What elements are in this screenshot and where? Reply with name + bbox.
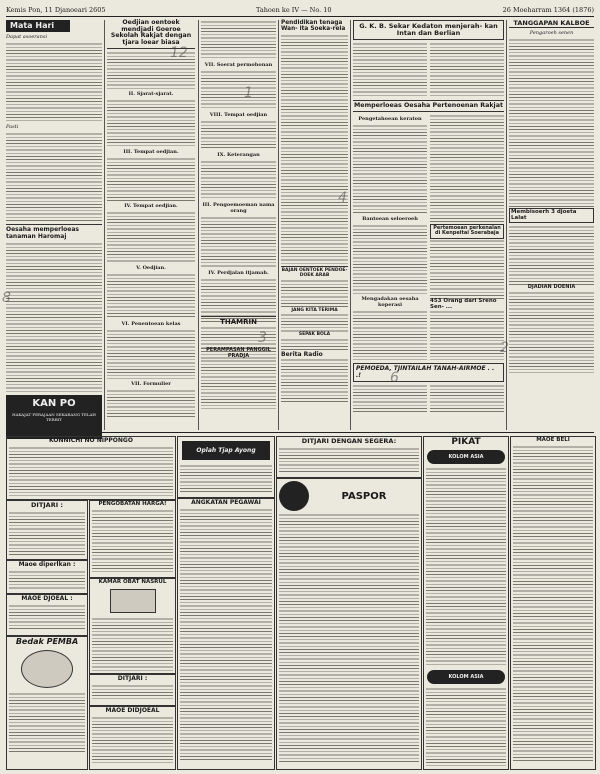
text-block: [201, 160, 276, 200]
text-block: [430, 384, 504, 412]
text-block: [180, 508, 272, 762]
text-block: [430, 42, 504, 98]
sub-heading: II. Sjarat-sjarat.: [128, 91, 174, 97]
text-block: [107, 273, 195, 319]
text-block: [6, 132, 102, 222]
article-title: TANGGAPAN KALBOE: [509, 20, 594, 28]
masthead-issue: Tahoen ke IV — No. 10: [256, 6, 332, 14]
box-heading: DJADIAN DOENIA: [527, 284, 576, 291]
text-block: [9, 570, 85, 590]
powder-tin-image: [21, 650, 73, 688]
handwritten-mark: 6: [390, 370, 399, 386]
maoe-djoeal-ad: [6, 594, 88, 636]
ad-title: ANGKATAN PEGAWAI: [191, 499, 261, 506]
text-block: [9, 446, 173, 496]
mata-hari-banner: Mata Hari: [6, 20, 70, 32]
ad-title: KONNICHI NO NIPPONGO: [49, 437, 133, 444]
masthead-date-left: Kemis Pon, 11 Djanoeari 2605: [6, 6, 106, 14]
column-rule: [278, 20, 279, 430]
handwritten-mark: 4: [338, 190, 347, 206]
kan-po-text: HAKAJAT PERAJAAN SEKARANG TELAH TERBIT: [12, 412, 96, 423]
sub-heading: IX. Keterangan: [217, 152, 260, 158]
paspor-ad: [276, 478, 422, 770]
text-block: [281, 313, 348, 333]
ad-title: MAOE BELI: [536, 437, 570, 443]
ad-title: DITJARI :: [117, 675, 148, 682]
text-block: [281, 34, 348, 264]
ditjari-2-ad: [89, 674, 176, 706]
sub-heading: IV. Perdjalan itjamah.: [208, 270, 269, 276]
text-block: [201, 120, 276, 150]
text-block: [281, 358, 348, 402]
column-5: [353, 20, 504, 412]
section-heading: Pasti: [6, 124, 19, 131]
thamrin-sub: PERAMPASAN PANGGIL PRADJA: [206, 347, 271, 359]
text-block: [353, 224, 427, 294]
text-block: [9, 604, 85, 630]
sub-heading: VII. Soerat permohonan: [204, 62, 273, 68]
handwritten-mark: 1: [244, 85, 253, 101]
sub-heading: Bantoean seloeroeh: [362, 216, 418, 223]
text-block: [92, 617, 173, 671]
text-block: [509, 225, 594, 285]
ditjari-segera-ad: [276, 436, 422, 478]
article-title-2: Memperloeas Oesaha Pertenoenan Rakjat: [353, 100, 504, 113]
note-heading: Membisoerh 3 djoeta Lalat: [509, 208, 594, 224]
small-heading: JANG KITA TERIMA: [291, 307, 338, 313]
kan-po-mark: KAN PO: [32, 397, 76, 409]
text-block: [509, 38, 594, 208]
sub-heading: III. Pengoemoeman nama orang: [202, 202, 275, 214]
section-rule: [6, 432, 594, 433]
kolom-asia-banner-2: KOLOM ASIA: [427, 670, 505, 684]
pengobatan-ad: [89, 500, 176, 578]
kamar-obat-ad: [89, 578, 176, 674]
sub-heading: Pengetahoean keraton: [358, 116, 422, 123]
article-title: Pendidikan tenaga Wan- ita Soeka-rela: [281, 20, 346, 33]
text-block: [353, 124, 427, 214]
text-block: [107, 329, 195, 379]
column-rule: [104, 20, 105, 430]
text-block: [430, 114, 504, 224]
masthead: [6, 4, 594, 17]
maoe-beli-ad: [510, 436, 596, 770]
ad-title: PENGOBATAN HARGA!: [98, 501, 167, 507]
text-block: [201, 70, 276, 110]
text-block: [9, 692, 85, 752]
column-6: [509, 20, 594, 373]
kolom-asia-banner: KOLOM ASIA: [427, 450, 505, 464]
ad-title: MAOE DJOEAL :: [21, 595, 73, 602]
text-block: [353, 384, 427, 412]
sub-heading: III. Tempat oedjian.: [123, 149, 179, 155]
ad-title: PIKAT: [451, 437, 481, 447]
text-block: [279, 513, 419, 763]
thamrin-title: THAMRIN: [220, 318, 257, 326]
text-block: [6, 242, 102, 392]
box-heading: Pertemoean perkenalan di Kenpeitai Soerabaja: [430, 224, 504, 239]
ad-title: Maoe diperlkan :: [18, 561, 76, 568]
text-block: [353, 310, 427, 360]
text-block: [430, 239, 504, 299]
column-rule: [506, 20, 507, 430]
ad-title: KAMAR OBAT NASRUL: [98, 579, 167, 585]
text-block: [513, 445, 593, 763]
column-2: [107, 20, 195, 417]
handwritten-mark: 12: [170, 45, 188, 61]
text-block: [201, 216, 276, 268]
sub-heading: V. Oedjian.: [136, 265, 166, 271]
konnichi-ad: [6, 436, 176, 500]
text-block: [107, 211, 195, 263]
text-block: [92, 684, 173, 700]
box-heading: 453 Orang dari Sreno Sen- ...: [430, 297, 497, 310]
bottom-headline: PEMOEDA, TJINTAILAH TANAH-AIRMOE . . .!: [353, 363, 504, 382]
article-title: G. K. B. Sekar Kedaton menjerah- kan Intan dan Berlian: [353, 20, 504, 40]
sub-heading: IV. Tempat oedjian.: [124, 203, 178, 209]
column-1: [6, 20, 102, 439]
masthead-date-right: 26 Moeharram 1364 (1876): [502, 6, 594, 14]
angkatan-pegawai-ad: [177, 498, 275, 770]
text-block: [201, 359, 276, 409]
column-4: [281, 20, 348, 402]
text-block: [92, 509, 173, 573]
oplah-ad: [177, 436, 275, 498]
product-image: [110, 589, 156, 613]
text-block: [281, 279, 348, 309]
text-block: [9, 511, 85, 555]
sub-heading: VIII. Tempat oedjian: [209, 112, 268, 118]
diperlakan-ad: [6, 560, 88, 594]
pikat-ad: [423, 436, 509, 770]
handwritten-mark: 8: [2, 290, 11, 306]
text-block: [281, 338, 348, 352]
article-title: Oedjian oentoek mendjadi Goeroe Sekolah Rakjat dengan tjara loear biasa: [110, 19, 192, 46]
column-rule: [198, 20, 199, 430]
ditjari-ad: [6, 500, 88, 560]
text-block: [279, 447, 419, 473]
article-title: Oesaha memperloeas tanaman Haromaj: [6, 226, 79, 240]
section-heading: Dapat asoeransi: [6, 34, 48, 41]
text-block: [92, 716, 173, 764]
berita-radio-title: Berita Radio: [281, 351, 323, 359]
column-rule: [350, 20, 351, 430]
text-block: [107, 99, 195, 147]
text-block: [201, 20, 276, 60]
text-block: [353, 42, 427, 98]
sub-heading: VII. Formulier: [131, 381, 171, 387]
text-block: [426, 467, 506, 667]
sub-heading: Pengaroeh senen: [529, 29, 574, 36]
ad-title: DITJARI :: [31, 501, 63, 509]
small-heading: SEPAK BOLA: [298, 332, 331, 338]
small-heading: BAJAN OENTOEK PENDOE- DOEK ARAB: [281, 268, 348, 278]
handwritten-mark: 3: [258, 330, 267, 346]
ad-title: PASPOR: [341, 490, 387, 502]
text-block: [509, 291, 594, 373]
text-block: [180, 464, 272, 494]
text-block: [107, 157, 195, 201]
text-block: [6, 42, 102, 122]
ad-title: Oplah Tjap Ayong: [182, 441, 270, 460]
logo-emblem: [279, 481, 309, 511]
text-block: [107, 389, 195, 417]
handwritten-mark: 2: [500, 340, 509, 356]
sub-heading: VI. Penentoean kelas: [121, 321, 181, 327]
ad-title: MAOE DIDJOEAL: [105, 707, 160, 714]
text-block: [426, 687, 506, 767]
text-block: [430, 310, 504, 360]
maoe-didjoeal-ad: [89, 706, 176, 770]
sub-heading: Mengadakan oesaha koperasi: [361, 296, 419, 309]
ad-title: Bedak PEMBA: [15, 637, 79, 646]
bedak-ad: [6, 636, 88, 770]
ad-title: DITJARI DENGAN SEGERA:: [301, 437, 397, 445]
